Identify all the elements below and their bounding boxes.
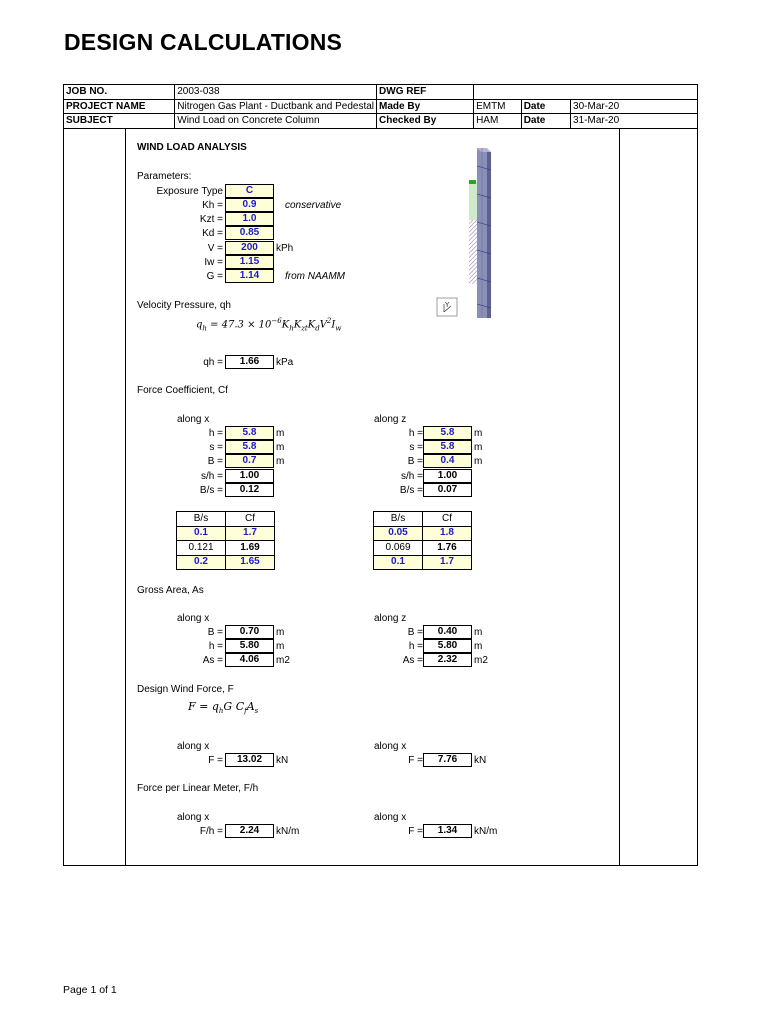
ga-x-b-unit: m: [276, 627, 285, 638]
fc-x-sh-value: 1.00: [225, 469, 274, 483]
made-date-label: Date: [521, 99, 570, 114]
fpm-x-f-label: F/h =: [199, 826, 223, 837]
qh-unit: kPa: [276, 357, 294, 368]
exposure-input[interactable]: C: [225, 184, 274, 198]
kd-label: Kd =: [202, 228, 223, 239]
fc-x-h-label: h =: [208, 428, 223, 439]
cf-table-cell[interactable]: 0.1: [177, 526, 226, 541]
f-formula: $F = q_hG$ $C_fA_s$: [188, 700, 259, 716]
job-no-label: JOB NO.: [64, 85, 175, 100]
df-x-f-value: 13.02: [225, 753, 274, 767]
ga-x-b-label: B =: [207, 627, 223, 638]
cf-table-cell[interactable]: 0.1: [374, 555, 423, 570]
fc-z-h-label: h =: [408, 428, 423, 439]
fc-x-s-input[interactable]: 5.8: [225, 440, 274, 454]
fc-x-sh-label: s/h =: [201, 471, 223, 482]
ga-z-label: along z: [374, 613, 407, 624]
v-input[interactable]: 200: [225, 241, 274, 255]
fc-z-s-input[interactable]: 5.8: [423, 440, 472, 454]
ga-x-label: along x: [177, 613, 210, 624]
iw-label: Iw =: [204, 257, 223, 268]
ga-x-h-value: 5.80: [225, 639, 274, 653]
fc-z-sh-value: 1.00: [423, 469, 472, 483]
fc-z-b-input[interactable]: 0.4: [423, 454, 472, 468]
kh-label: Kh =: [202, 200, 223, 211]
ga-z-b-value: 0.40: [423, 625, 472, 639]
ga-z-as-unit: m2: [474, 655, 488, 666]
cf-table-cell: 0.121: [177, 541, 226, 556]
fc-z-h-input[interactable]: 5.8: [423, 426, 472, 440]
fc-x-s-unit: m: [276, 442, 285, 453]
section-title: WIND LOAD ANALYSIS: [137, 142, 247, 153]
fpm-x-f-value: 2.24: [225, 824, 274, 838]
cf-table-cell: 1.69: [226, 541, 275, 556]
header-table: [63, 84, 698, 129]
df-z-f-unit: kN: [474, 755, 487, 766]
ga-z-b-unit: m: [474, 627, 483, 638]
design-force-heading: Design Wind Force, F: [137, 684, 234, 695]
fc-x-label: along x: [177, 414, 210, 425]
column-model-image: [436, 146, 506, 322]
cf-table-cell[interactable]: 1.7: [226, 526, 275, 541]
ga-z-b-label: B =: [407, 627, 423, 638]
ga-x-as-unit: m2: [276, 655, 290, 666]
fpm-z-f-value: 1.34: [423, 824, 472, 838]
force-per-meter-heading: Force per Linear Meter, F/h: [137, 783, 259, 794]
g-note: from NAAMM: [285, 271, 345, 282]
qh-value: 1.66: [225, 355, 274, 369]
exposure-label: Exposure Type: [156, 186, 223, 197]
right-margin-line: [619, 128, 620, 866]
cf-table-x: [176, 511, 275, 570]
ga-x-h-label: h =: [208, 641, 223, 652]
fpm-z-label: along x: [374, 812, 407, 823]
kh-note: conservative: [285, 200, 342, 211]
fc-z-bs-label: B/s =: [399, 485, 423, 496]
dwg-ref-label: DWG REF: [377, 85, 474, 100]
df-x-f-label: F =: [208, 755, 223, 766]
fpm-x-f-unit: kN/m: [276, 826, 300, 837]
fc-z-label: along z: [374, 414, 407, 425]
svg-text:Y: Y: [445, 301, 450, 309]
subject-label: SUBJECT: [64, 114, 175, 129]
df-x-f-unit: kN: [276, 755, 289, 766]
fc-z-sh-label: s/h =: [401, 471, 423, 482]
fc-z-b-unit: m: [474, 456, 483, 467]
v-unit: kPh: [276, 243, 294, 254]
ga-x-as-label: As =: [202, 655, 223, 666]
g-input[interactable]: 1.14: [225, 269, 274, 283]
job-no-value: 2003-038: [175, 85, 377, 100]
fc-z-b-label: B =: [407, 456, 423, 467]
df-x-label: along x: [177, 741, 210, 752]
page-footer: Page 1 of 1: [63, 984, 117, 996]
fc-x-b-label: B =: [207, 456, 223, 467]
qh-formula: $q_h = 47.3 \times 10^{-6}K_hK_{zt}K_dV^2I_w$: [196, 317, 342, 333]
fc-x-bs-label: B/s =: [199, 485, 223, 496]
subject-value: Wind Load on Concrete Column: [175, 114, 377, 129]
ga-x-as-value: 4.06: [225, 653, 274, 667]
iw-input[interactable]: 1.15: [225, 255, 274, 269]
fpm-z-f-unit: kN/m: [474, 826, 498, 837]
made-by-label: Made By: [377, 99, 474, 114]
fc-x-s-label: s =: [209, 442, 223, 453]
parameters-heading: Parameters:: [137, 171, 192, 182]
fc-z-bs-value: 0.07: [423, 483, 472, 497]
project-name-value: Nitrogen Gas Plant - Ductbank and Pedestal: [175, 99, 377, 114]
fc-x-h-unit: m: [276, 428, 285, 439]
kzt-input[interactable]: 1.0: [225, 212, 274, 226]
fc-z-s-label: s =: [409, 442, 423, 453]
kd-input[interactable]: 0.85: [225, 226, 274, 240]
cf-table-header: Cf: [226, 512, 275, 527]
ga-z-h-unit: m: [474, 641, 483, 652]
fc-x-b-input[interactable]: 0.7: [225, 454, 274, 468]
left-margin-line: [125, 128, 126, 866]
kzt-label: Kzt =: [199, 214, 223, 225]
made-date-value: 30-Mar-20: [571, 99, 698, 114]
cf-table-z: [373, 511, 472, 570]
cf-table-cell[interactable]: 0.05: [374, 526, 423, 541]
cf-table-header: B/s: [177, 512, 226, 527]
fpm-x-label: along x: [177, 812, 210, 823]
df-z-label: along x: [374, 741, 407, 752]
cf-table-cell[interactable]: 1.7: [423, 555, 472, 570]
cf-table-cell: 0.069: [374, 541, 423, 556]
qh-label: qh =: [203, 357, 223, 368]
ga-z-h-label: h =: [408, 641, 423, 652]
v-label: V =: [207, 243, 223, 254]
page-title: DESIGN CALCULATIONS: [64, 29, 343, 55]
df-z-f-label: F =: [408, 755, 423, 766]
cf-table-header: Cf: [423, 512, 472, 527]
fc-z-h-unit: m: [474, 428, 483, 439]
checked-by-value: HAM: [474, 114, 522, 129]
kh-input[interactable]: 0.9: [225, 198, 274, 212]
fc-x-h-input[interactable]: 5.8: [225, 426, 274, 440]
ga-x-b-value: 0.70: [225, 625, 274, 639]
cf-table-cell[interactable]: 1.65: [226, 555, 275, 570]
cf-table-cell[interactable]: 1.8: [423, 526, 472, 541]
df-z-f-value: 7.76: [423, 753, 472, 767]
cf-table-header: B/s: [374, 512, 423, 527]
project-name-label: PROJECT NAME: [64, 99, 175, 114]
checked-date-value: 31-Mar-20: [571, 114, 698, 129]
ga-z-as-value: 2.32: [423, 653, 472, 667]
ga-x-h-unit: m: [276, 641, 285, 652]
ga-z-as-label: As =: [402, 655, 423, 666]
velocity-heading: Velocity Pressure, qh: [137, 300, 231, 311]
g-label: G =: [206, 271, 223, 282]
fc-x-bs-value: 0.12: [225, 483, 274, 497]
ga-z-h-value: 5.80: [423, 639, 472, 653]
cf-table-cell[interactable]: 0.2: [177, 555, 226, 570]
checked-date-label: Date: [521, 114, 570, 129]
cf-table-cell: 1.76: [423, 541, 472, 556]
gross-area-heading: Gross Area, As: [137, 585, 204, 596]
fc-x-b-unit: m: [276, 456, 285, 467]
force-coef-heading: Force Coefficient, Cf: [137, 385, 228, 396]
dwg-ref-value: [474, 85, 698, 100]
fc-z-s-unit: m: [474, 442, 483, 453]
checked-by-label: Checked By: [377, 114, 474, 129]
fpm-z-f-label: F =: [408, 826, 423, 837]
made-by-value: EMTM: [474, 99, 522, 114]
